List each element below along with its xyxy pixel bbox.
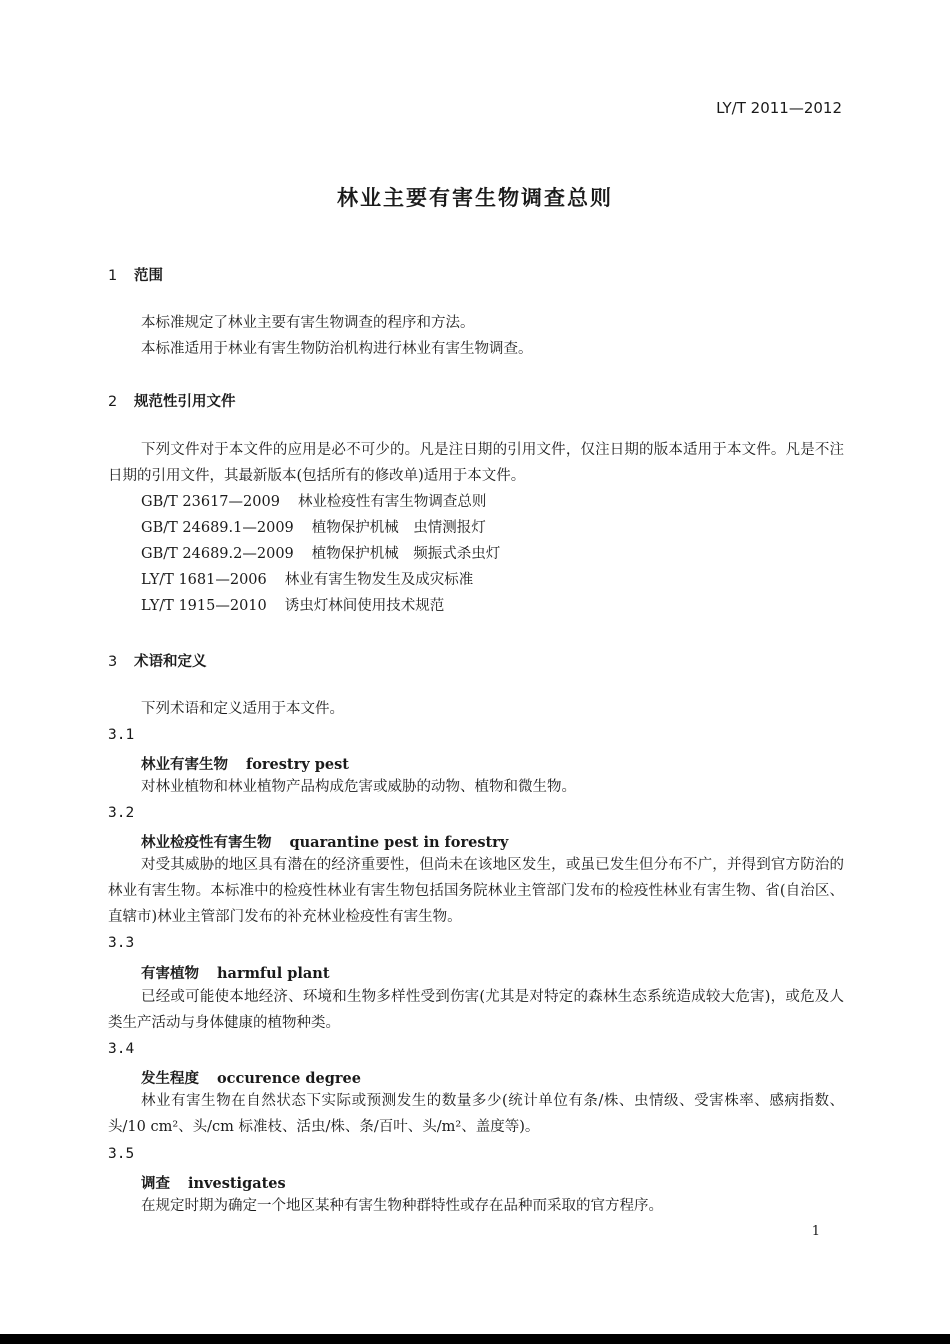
term-zh: 发生程度 [141,1071,199,1087]
term-heading [141,1172,286,1193]
term-definition: 在规定时期为确定一个地区某种有害生物种群特性或存在品种而采取的官方程序。 [141,1198,663,1214]
term-definition: 对林业植物和林业植物产品构成危害或威胁的动物、植物和微生物。 [141,779,576,795]
reference-item [141,567,473,593]
term-en: forestry pest [246,756,349,773]
term-zh: 林业有害生物 [141,757,228,773]
page-number: 1 [811,1224,820,1239]
reference-code: LY/T 1681—2006 [141,572,267,588]
reference-item [141,489,486,515]
term-heading [141,1067,361,1088]
section-3-heading [108,650,207,671]
clause-number: 3.1 [108,727,135,743]
paragraph: 本标准适用于林业有害生物防治机构进行林业有害生物调查。 [141,341,533,357]
term-definition: 林业有害生物在自然状态下实际或预测发生的数量多少(统计单位有条/株、虫情级、受害株率、感病指数、头/10 cm²、头/cm 标准枝、活虫/株、条/百叶、头/m²、盖度等)。 [108,1093,844,1135]
standard-number: LY/T 2011—2012 [716,99,842,117]
reference-code: GB/T 23617—2009 [141,494,280,510]
reference-item [141,515,486,541]
reference-code: GB/T 24689.2—2009 [141,546,294,562]
term-heading [141,962,330,983]
section-title: 规范性引用文件 [134,394,236,410]
reference-title: 林业有害生物发生及成灾标准 [284,572,474,588]
term-en: quarantine pest in forestry [289,834,509,851]
reference-item [141,541,500,567]
section-number: 3 [108,654,118,670]
paragraph: 下列术语和定义适用于本文件。 [141,701,344,717]
term-zh: 调查 [141,1176,170,1192]
paragraph: 本标准规定了林业主要有害生物调查的程序和方法。 [141,315,475,331]
term-heading [141,831,508,852]
term-definition: 对受其威胁的地区具有潜在的经济重要性，但尚未在该地区发生，或虽已发生但分布不广，并得到官方防治的林业有害生物。本标准中的检疫性林业有害生物包括国务院林业主管部门发布的检疫性林业有害生物、省(自治区、直辖市)林业主管部门发布的补充林业检疫性有害生物。 [108,857,844,925]
clause-number: 3.2 [108,805,135,821]
term-zh: 林业检疫性有害生物 [141,835,272,851]
clause-number: 3.3 [108,935,135,951]
section-number: 2 [108,394,118,410]
page-bottom-border [0,1334,950,1344]
term-en: harmful plant [217,965,330,982]
term-definition: 已经或可能使本地经济、环境和生物多样性受到伤害(尤其是对特定的森林生态系统造成较大危害)，或危及人类生产活动与身体健康的植物种类。 [108,989,844,1031]
term-en: occurence degree [217,1070,361,1087]
section-1-heading [108,264,163,285]
section-title: 范围 [134,268,163,284]
reference-title: 植物保护机械 频振式杀虫灯 [311,546,501,562]
reference-title: 植物保护机械 虫情测报灯 [311,520,486,536]
reference-title: 诱虫灯林间使用技术规范 [284,598,445,614]
section-2-heading [108,390,236,411]
section-number: 1 [108,268,118,284]
reference-item [141,593,444,619]
reference-title: 林业检疫性有害生物调查总则 [297,494,487,510]
reference-code: GB/T 24689.1—2009 [141,520,294,536]
document-title: 林业主要有害生物调查总则 [337,186,613,210]
clause-number: 3.4 [108,1041,135,1057]
section-title: 术语和定义 [134,654,207,670]
clause-number: 3.5 [108,1146,135,1162]
term-zh: 有害植物 [141,966,199,982]
reference-code: LY/T 1915—2010 [141,598,267,614]
term-en: investigates [188,1175,286,1192]
term-heading [141,753,349,774]
paragraph: 下列文件对于本文件的应用是必不可少的。凡是注日期的引用文件，仅注日期的版本适用于本文件。凡是不注日期的引用文件，其最新版本(包括所有的修改单)适用于本文件。 [108,442,844,484]
